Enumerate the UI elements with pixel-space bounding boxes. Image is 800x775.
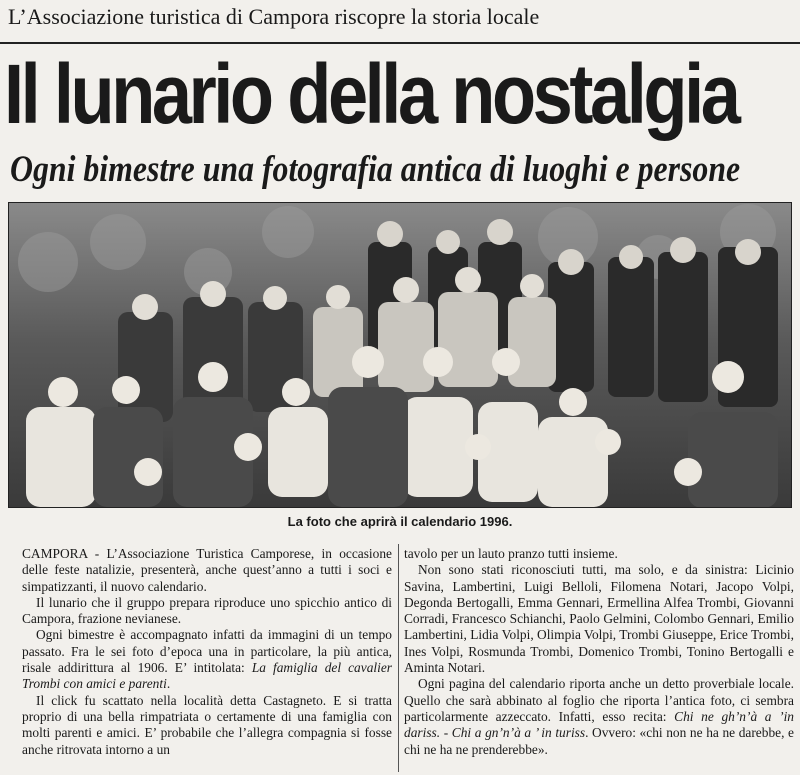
article-paragraph: Non sono stati riconosciuti tutti, ma solo, e da sinistra: Licinio Savina, Lambertini, Luigi Belloli, Filomena Notari, Jacopo Volpi, Degonda Bertogalli, Emma Gennari, Ermellina Alfea Trombi, Giovanni Corradi, Francesco Schianchi, Paolo Gelmini, Colombo Gennari, Emilio Lambertini, Lidia Volpi, Olimpia Volpi, Trombi Giuseppe, Erice Trombi, Ines Volpi, Rosmunda Trombi, Domenico Trombi, Tonino Bertogalli e Aminta Notari.	[404, 562, 794, 676]
paragraph-text: .	[166, 676, 171, 692]
proverb-quote: Chi ne gh’n’à a ’in dariss. - Chi a gn’n’à a ’ in turiss	[404, 708, 794, 741]
article-paragraph	[404, 676, 794, 757]
paragraph-text: Ogni pagina del calendario riporta anche un detto proverbiale locale. Quello che sarà abbinato al foglio che riporta l’antica foto, ci sembra particolarmente azzeccato. Infatti, esso recita:	[404, 676, 794, 724]
article-column-right	[404, 546, 794, 758]
photo-title: La famiglia del cavalier Trombi con amici e parenti	[22, 660, 392, 692]
article-paragraph	[22, 627, 392, 692]
subhead: Ogni bimestre una fotografia antica di luoghi e persone	[10, 149, 741, 190]
article-paragraph: Il lunario che il gruppo prepara riproduce uno spicchio antico di Campora, frazione nevianese.	[22, 594, 392, 627]
column-divider	[398, 544, 399, 772]
article-column-left	[22, 546, 392, 758]
kicker-rule	[0, 42, 800, 44]
article-paragraph: CAMPORA - L’Associazione Turistica Camporese, in occasione delle feste natalizie, presenterà, anche quest’anno a tutti i soci e simpatizzanti, il nuovo calendario.	[22, 546, 392, 594]
group-photo-image	[8, 202, 792, 508]
kicker: L’Associazione turistica di Campora riscopre la storia locale	[8, 4, 540, 29]
photo-caption: La foto che aprirà il calendario 1996.	[287, 514, 513, 529]
paragraph-text: . Ovvero: «chi non ne ha ne darebbe, e chi ne ha ne prenderebbe».	[404, 725, 794, 757]
article-paragraph: Il click fu scattato nella località detta Castagneto. E si tratta proprio di una bella rimpatriata o certamente di una famiglia con molti parenti e amici. E’ probabile che l’allegra compagnia si fosse anche ritrovata intorno a un	[22, 692, 392, 757]
headline: Il lunario della nostalgia	[4, 47, 738, 141]
paragraph-text: Ogni bimestre è accompagnato infatti da immagini di un tempo passato. Fra le sei foto d’epoca una in particolare, la più antica, risale addirittura al 1906. E’ intitolata:	[22, 627, 392, 676]
article-paragraph: tavolo per un lauto pranzo tutti insieme.	[404, 546, 618, 561]
group-photo	[8, 202, 792, 508]
